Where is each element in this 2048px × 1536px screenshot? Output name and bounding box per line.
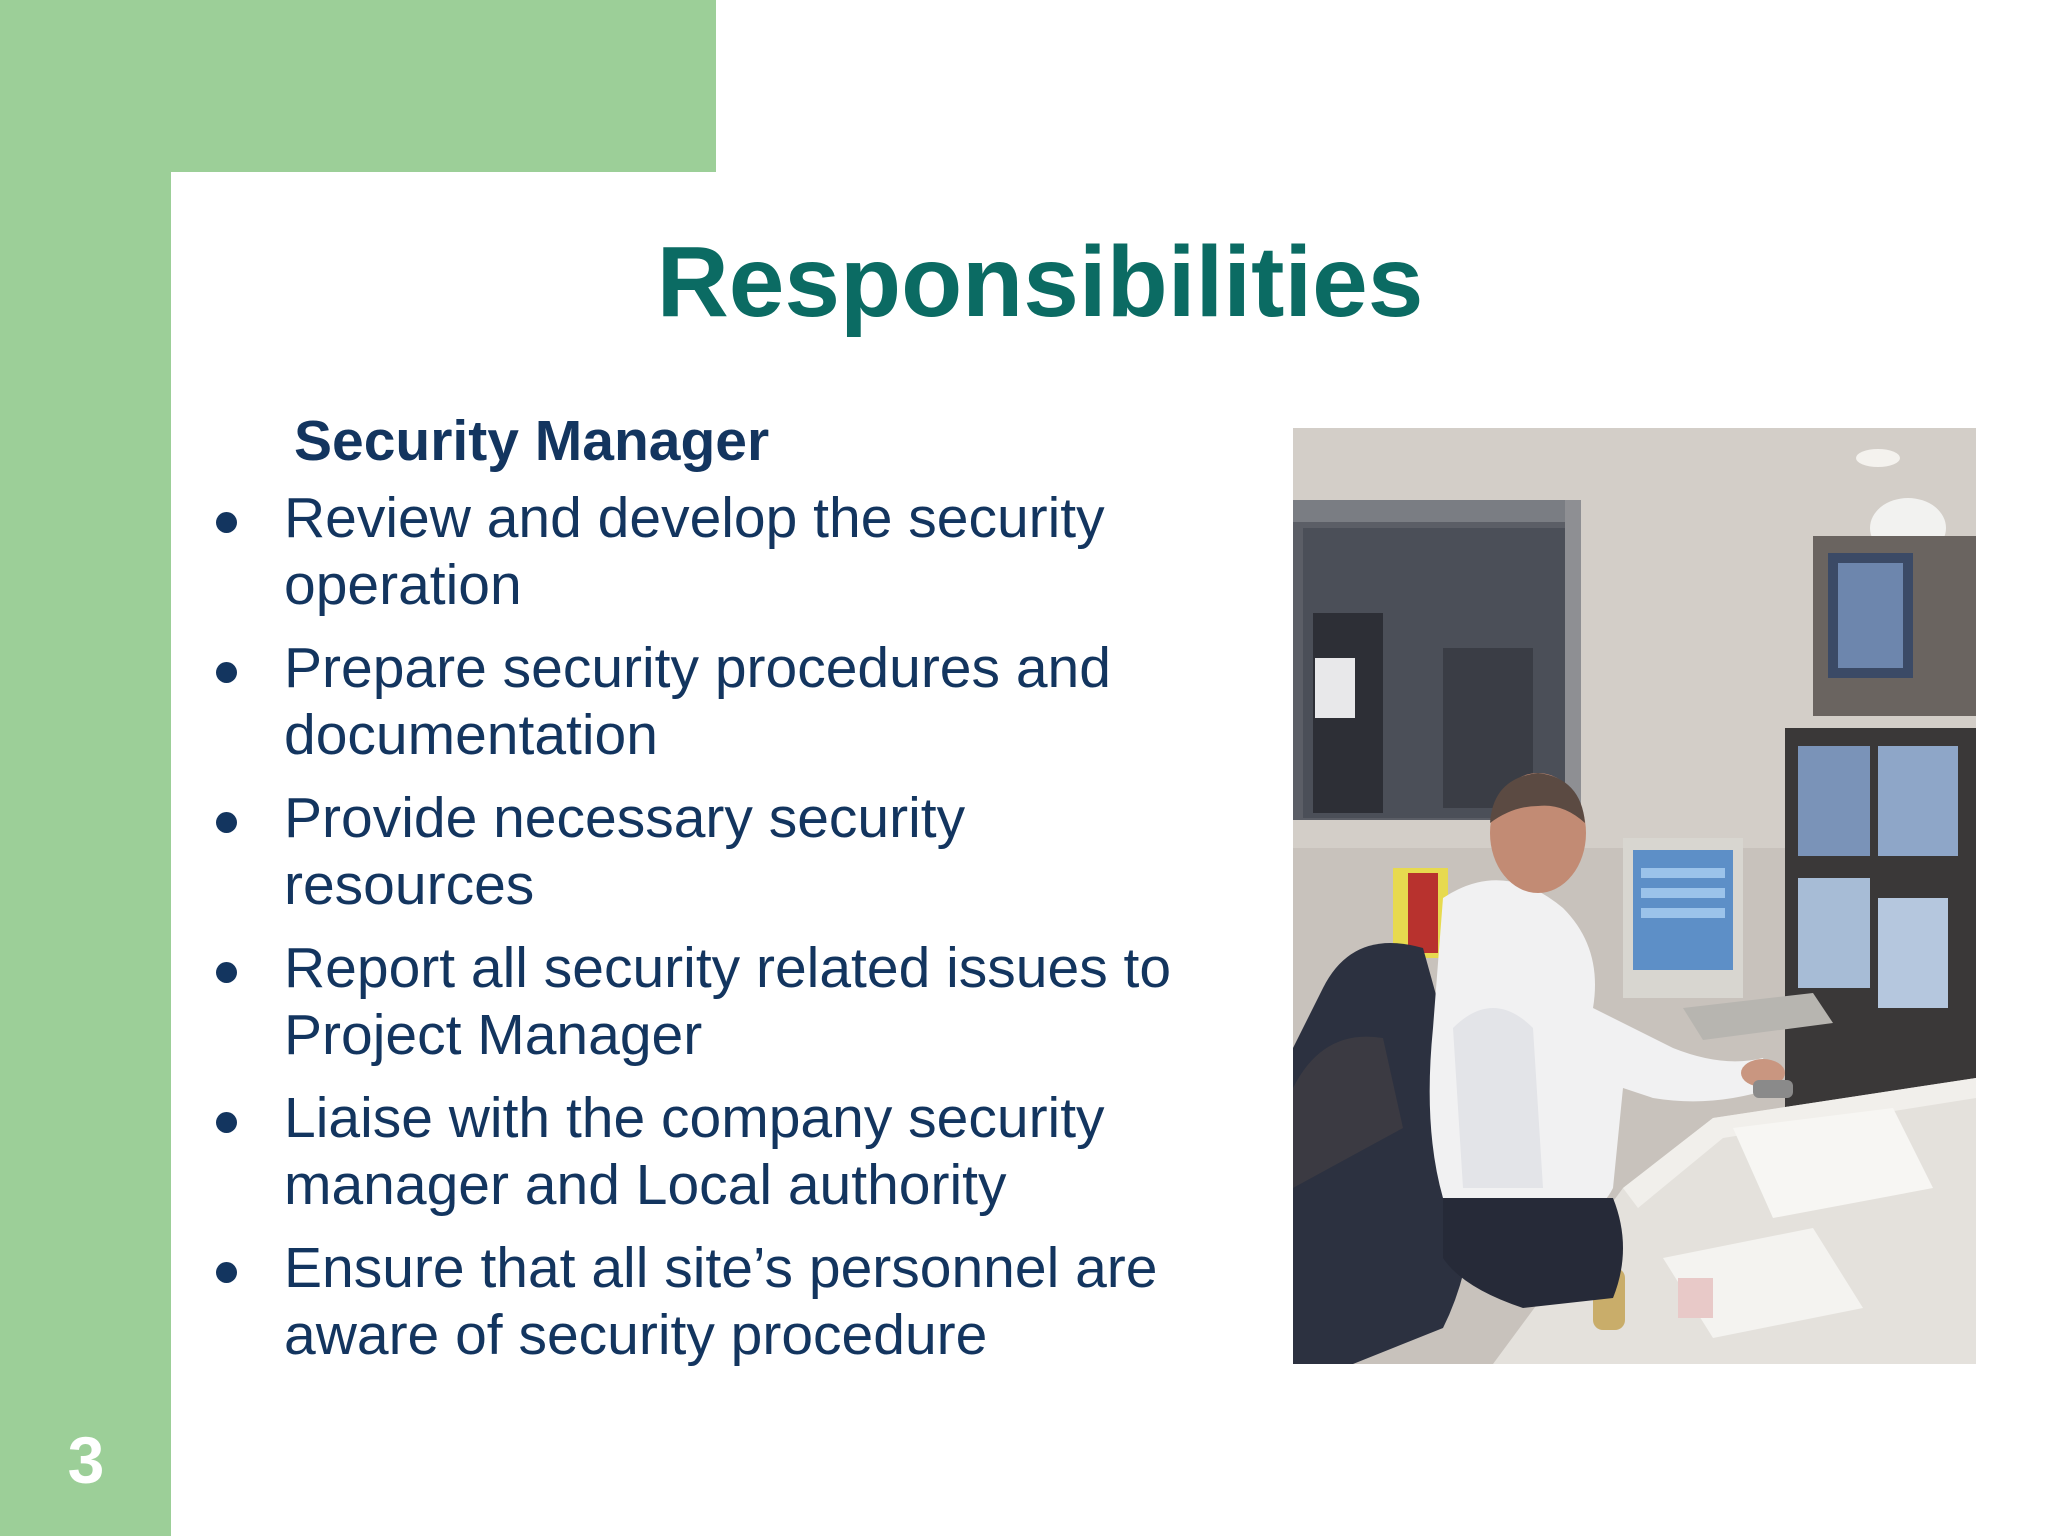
bullet-dot-icon <box>216 962 237 983</box>
bullet-list <box>210 485 1230 1385</box>
section-subtitle: Security Manager <box>294 409 770 473</box>
bullet-dot-icon <box>216 1112 237 1133</box>
bullet-dot-icon <box>216 812 237 833</box>
green-sidebar <box>0 0 171 1536</box>
bullet-text: Provide necessary security resources <box>284 786 966 917</box>
bullet-item <box>210 635 1230 769</box>
bullet-item <box>210 1235 1230 1369</box>
bullet-dot-icon <box>216 512 237 533</box>
bullet-item <box>210 935 1230 1069</box>
slide-number: 3 <box>67 1423 105 1497</box>
bullet-text: Liaise with the company security manager and Local authority <box>284 1086 1105 1217</box>
bullet-item <box>210 785 1230 919</box>
bullet-item <box>210 485 1230 619</box>
bullet-text: Review and develop the security operation <box>284 486 1105 617</box>
bullet-item <box>210 1085 1230 1219</box>
security-control-room-photo <box>1293 428 1976 1364</box>
bullet-text: Ensure that all site’s personnel are aware of security procedure <box>284 1236 1158 1367</box>
green-top-band <box>0 0 716 172</box>
bullet-text: Report all security related issues to Project Manager <box>284 936 1172 1067</box>
slide-title: Responsibilities <box>656 226 1424 338</box>
bullet-dot-icon <box>216 662 237 683</box>
bullet-text: Prepare security procedures and documentation <box>284 636 1111 767</box>
bullet-dot-icon <box>216 1262 237 1283</box>
